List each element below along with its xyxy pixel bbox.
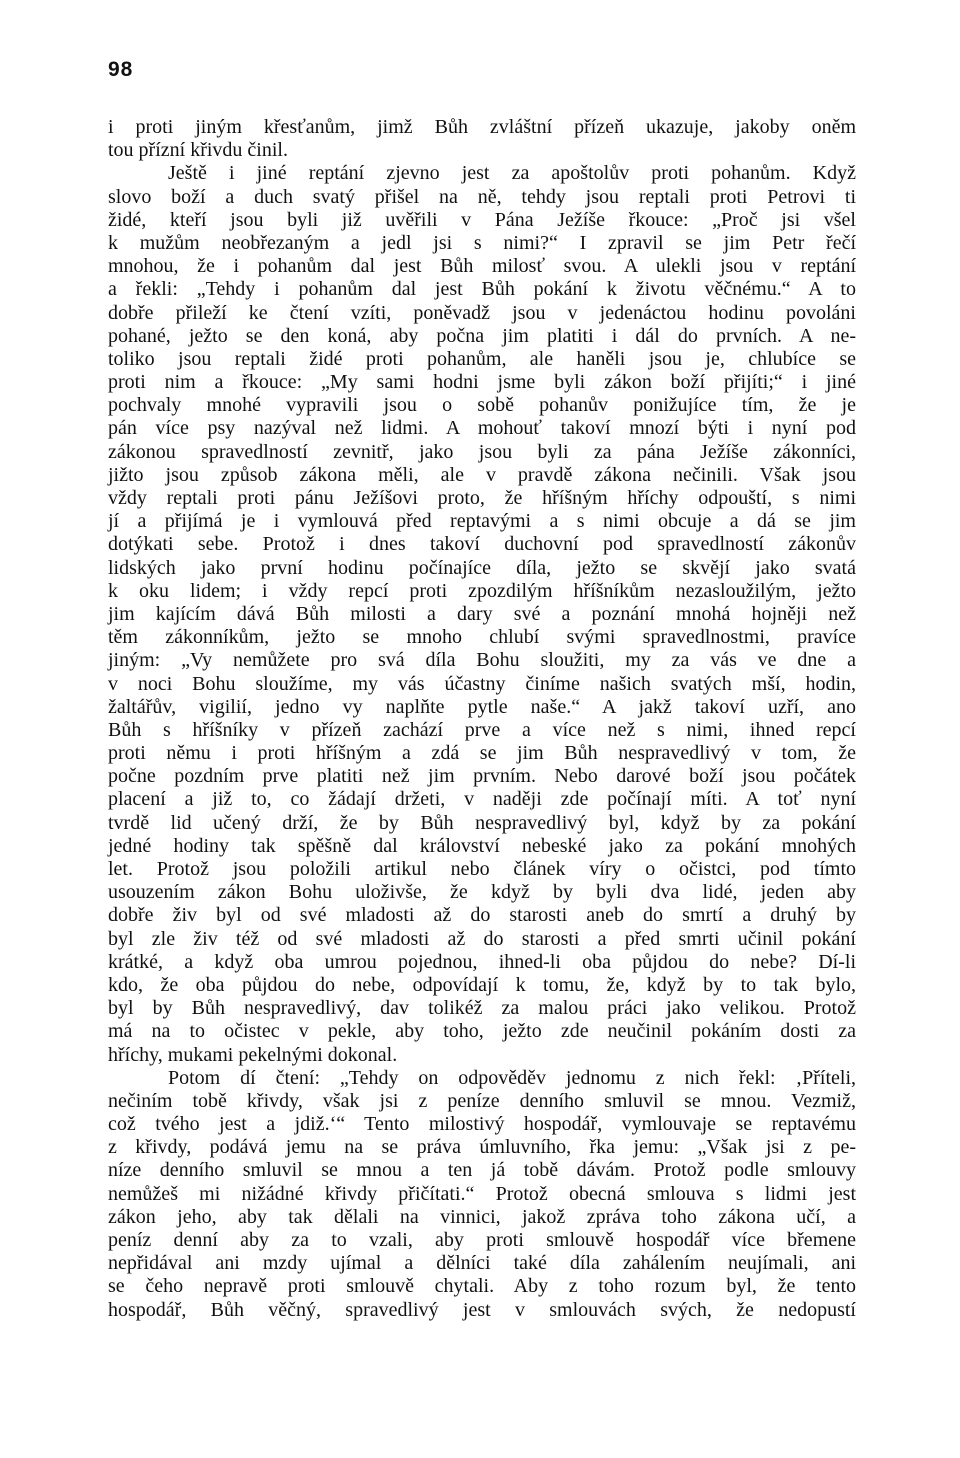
- page-number: 98: [108, 58, 134, 81]
- text-line: krátké, a když oba umrou pojednou, ihned-li oba půjdou do nebe? Dí-li: [108, 950, 856, 973]
- text-line: níze denního smluvil se mnou a ten já tobě dávám. Protož podle smlouvy: [108, 1159, 856, 1182]
- text-line: byl by Bůh nespravedlivý, dav tolikéž za malou práci jako velikou. Protož: [108, 997, 856, 1020]
- text-line: byl zle živ též od své mladosti až do starosti a před smrti učinil pokání: [108, 927, 856, 950]
- text-line: dotýkati sebe. Protož i dnes takoví duchovní pod spravedlností zákonův: [108, 533, 856, 556]
- text-line: k oku lidem; i vždy repcí proti zpozdilým hříšníkům nezasloužilým, ježto: [108, 579, 856, 602]
- text-line: i proti jiným křesťanům, jimž Bůh zvláštní přízeň ukazuje, jakoby oněm: [108, 116, 856, 138]
- text-line: hospodář, Bůh věčný, spravedlivý jest v smlouvách svých, že nedopustí: [108, 1298, 856, 1321]
- text-line: jim kajícím dává Bůh milosti a dary své a poznání mnohá hojněji než: [108, 602, 856, 625]
- text-line: vždy reptali proti pánu Ježíšovi proto, že hříšným hříchy odpouští, s nimi: [108, 487, 856, 509]
- text-line: Potom dí čtení: „Tehdy on odpověděv jednomu z nich řekl: ‚Příteli,: [168, 1066, 856, 1089]
- text-line: má na to očistec v pekle, aby toho, ježto zde neučinil pokáním dosti za: [108, 1020, 856, 1043]
- text-line: pochvaly mnohé vypravili jsou o sobě pohanův ponižujíce tím, že je: [108, 394, 856, 417]
- text-line: proti němu i proti hříšným a zdá se jim Bůh nespravedlivý v tom, že: [108, 742, 856, 765]
- text-line: jí a přijímá je i vymlouvá před reptavými a s nimi obcuje a dá se jim: [108, 510, 856, 533]
- text-line: proti nim a řkouce: „My sami hodni jsme byli zákon boží přijíti;“ i jiné: [108, 371, 856, 394]
- text-line: peníz denní aby za to vzali, aby proti smlouvě hospodář více břemene: [108, 1229, 856, 1251]
- text-line: tou přízní křivdu činil.: [108, 139, 288, 162]
- text-line: mnohou, že i pohanům dal jest Bůh milosť svou. A ulekli jsou v reptání: [108, 255, 856, 278]
- text-line: Ještě i jiné reptání zjevno jest za apoštolův proti pohanům. Když: [168, 162, 856, 185]
- text-line: z křivdy, podává jemu na se práva úmluvního, řka jemu: „Však jsi z pe-: [108, 1136, 856, 1159]
- text-line: toliko jsou reptali židé proti pohanům, ale haněli jsou je, chlubíce se: [108, 347, 856, 370]
- text-line: usouzením zákon Bohu uloživše, že když by byli dva lidé, jeden aby: [108, 881, 856, 904]
- text-line: se čeho nepravě proti smlouvě chytali. Aby z toho rozum byl, že tento: [108, 1275, 856, 1298]
- text-line: zákon jeho, aby tak dělali na vinnici, jakož zpráva toho zákona učí, a: [108, 1205, 856, 1228]
- text-line: což tvého jest a jdiž.‘“ Tento milostivý hospodář, vymlouvaje se reptavému: [108, 1113, 856, 1136]
- text-line: jiným: „Vy nemůžete pro svá díla Bohu sloužiti, my za vás ve dne a: [108, 649, 856, 672]
- text-line: hříchy, mukami pekelnými dokonal.: [108, 1043, 398, 1066]
- text-line: počne pozdním prve platiti než jim prvním. Nebo darové boží jsou počátek: [108, 765, 856, 788]
- text-line: zákonou spravedlností zevnitř, jako jsou byli za pána Ježíše zákonníci,: [108, 440, 856, 463]
- text-line: židé, kteří jsou byli již uvěřili v Pána Ježíše řkouce: „Proč jsi všel: [108, 208, 856, 231]
- text-line: dobře přileží ke čtení vzíti, poněvadž jsou v jedenáctou hodinu povoláni: [108, 301, 856, 324]
- text-line: nečiním tobě křivdy, však jsi z peníze denního smluvil se mnou. Vezmiž,: [108, 1089, 856, 1112]
- body-text: [108, 116, 856, 1322]
- text-line: a řekli: „Tehdy i pohanům dal jest Bůh pokání k životu věčnému.“ A to: [108, 278, 856, 301]
- text-line: lidských jako první hodinu počínajíce díla, ježto se skvějí jako svatá: [108, 556, 856, 579]
- text-line: Bůh s hříšníky v přízeň zachází prve a více než s nimi, ihned repcí: [108, 718, 856, 741]
- text-line: k mužům neobřezaným a jedl jsi s nimi?“ I zpravil se jim Petr řečí: [108, 231, 856, 254]
- text-line: jedné hodiny tak spěšně dal království nebeské jako za pokání mnohých: [108, 834, 856, 857]
- text-line: žaltářův, vigilií, jedno vy naplňte pytle naše.“ A jakž takoví uzří, ano: [108, 695, 856, 718]
- text-line: jižto jsou způsob zákona měli, ale v pravdě zákona nečinili. Však jsou: [108, 463, 856, 486]
- text-line: nemůžeš mi nižádné křivdy přičítati.“ Protož obecná smlouva s lidmi jest: [108, 1182, 856, 1205]
- text-line: v noci Bohu sloužíme, my vás účastny činíme našich svatých mší, hodin,: [108, 672, 856, 695]
- text-line: pán více psy nazýval než lidmi. A mohouť takoví mnozí býti i nyní pod: [108, 417, 856, 440]
- text-line: slovo boží a duch svatý přišel na ně, tehdy jsou reptali proti Petrovi ti: [108, 185, 856, 208]
- text-line: let. Protož jsou položili artikul nebo článek víry o očistci, pod tímto: [108, 858, 856, 880]
- text-line: tvrdě lid učený drží, že by Bůh nespravedlivý byl, když by za pokání: [108, 811, 856, 834]
- text-line: těm zákonníkům, ježto se mnoho chlubí svými spravedlnostmi, pravíce: [108, 626, 856, 649]
- text-line: dobře živ byl od své mladosti až do starosti aneb do smrtí a druhý by: [108, 904, 856, 927]
- text-line: kdo, že oba půjdou do nebe, odpovídají k tomu, že, když by to tak bylo,: [108, 973, 856, 996]
- text-line: nepřidával ani mzdy ujímal a dělníci také díla zahálením neujímali, ani: [108, 1252, 856, 1275]
- text-line: pohané, ježto se den koná, aby počna jim platiti i dál do prvních. A ne-: [108, 324, 856, 347]
- text-line: placení a již to, co žádají držeti, v naději zde počínají míti. A toť nyní: [108, 788, 856, 811]
